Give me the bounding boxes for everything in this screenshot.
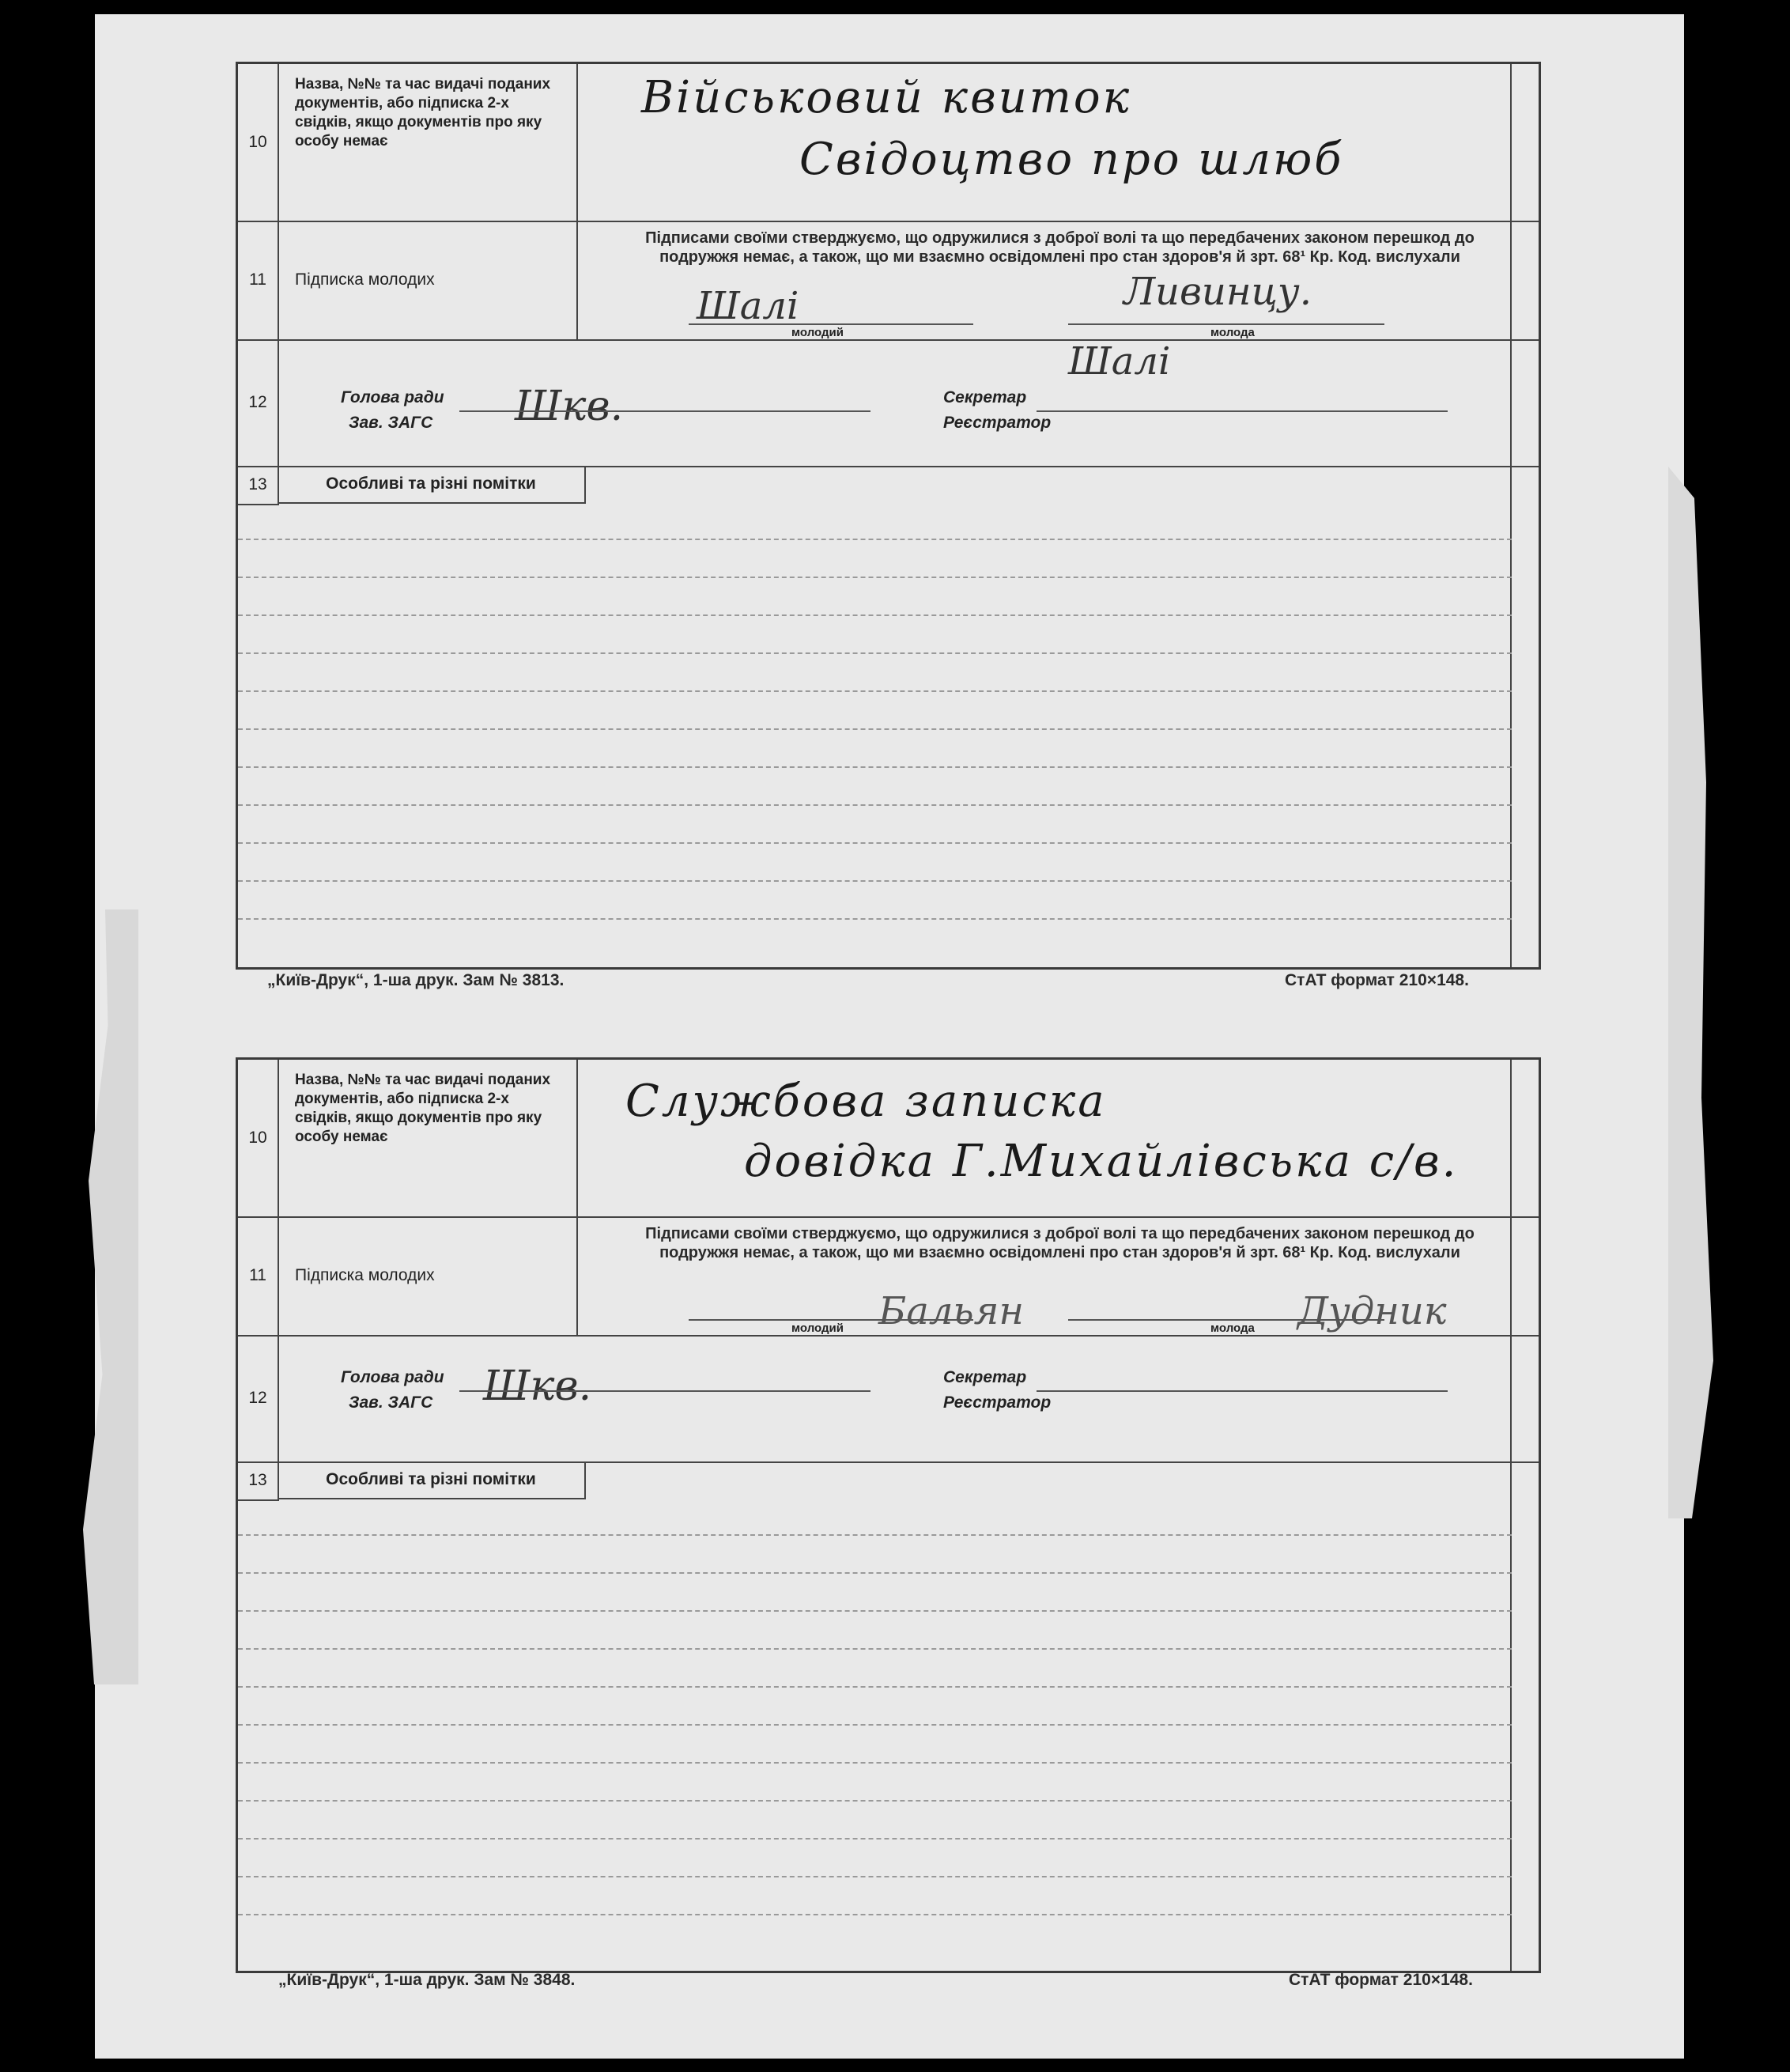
row-number: 10: [238, 1060, 279, 1216]
handwritten-entry-line-1: Військовий квиток: [641, 72, 1132, 123]
registrar-label: Реєстратор: [943, 1393, 1052, 1412]
format-footer: СтАТ формат 210×148.: [1289, 1971, 1473, 1989]
secretary-signature-line: [1037, 1390, 1448, 1392]
ruled-line: [238, 1800, 1512, 1802]
secretary-label: Секретар: [943, 1368, 1027, 1386]
row-label: Підписка молодих: [278, 1216, 578, 1335]
ruled-line: [238, 1686, 1512, 1688]
officials-area: [278, 1335, 1512, 1461]
row-13: [238, 1461, 1539, 1971]
format-footer: СтАТ формат 210×148.: [1285, 971, 1469, 989]
row-label: Особливі та різні помітки: [278, 1461, 586, 1499]
groom-signature: Бальян: [878, 1289, 1024, 1333]
right-margin-strip: [1510, 466, 1539, 967]
row-number: 13: [238, 466, 279, 505]
marriage-pledge-text: Підписами своїми стверджуємо, що одружилися з доброї волі та що передбачених законом перешкод до подружжя немає, а також, що ми взаємно освідомлені про стан здоров'я й зрт. 68¹ Кр. Код. вислухали: [645, 229, 1475, 266]
row-12: [238, 1335, 1539, 1463]
ruled-line: [238, 766, 1512, 768]
bride-label: молода: [1210, 1321, 1255, 1335]
ruled-line: [238, 918, 1512, 920]
right-margin-strip: [1510, 1461, 1539, 1971]
bride-signature-line: [1068, 323, 1384, 325]
marriage-record-form-2: [236, 1057, 1541, 1973]
head-signature: Шкв.: [515, 383, 624, 430]
ruled-line: [238, 539, 1512, 540]
zags-head-label: Зав. ЗАГС: [349, 1393, 433, 1412]
ruled-line: [238, 1914, 1512, 1915]
ruled-line: [238, 614, 1512, 616]
groom-label: молодий: [791, 1321, 844, 1335]
row-content: [578, 64, 1512, 221]
ruled-line: [238, 1534, 1512, 1536]
row-number: 11: [238, 221, 279, 339]
row-number: 12: [238, 1335, 279, 1461]
head-of-council-label: Голова ради: [341, 1368, 444, 1386]
ruled-line: [238, 1648, 1512, 1650]
row-10: [238, 64, 1539, 222]
groom-signature: Шалі: [697, 284, 799, 328]
row-number: 11: [238, 1216, 279, 1335]
ruled-line: [238, 1572, 1512, 1574]
ruled-line: [238, 880, 1512, 882]
row-label: Підписка молодих: [278, 221, 578, 339]
ruled-line: [238, 1724, 1512, 1726]
registrar-signature: Шалі: [1068, 339, 1171, 384]
printer-footer: „Київ-Друк“, 1-ша друк. Зам № 3813.: [267, 971, 565, 989]
bride-signature: Дудник: [1297, 1289, 1447, 1333]
row-label: Назва, №№ та час видачі поданих документів, або підписка 2-х свідків, якщо документів про яку особу немає: [278, 1060, 578, 1216]
row-content: [578, 221, 1512, 339]
head-signature-line: [459, 410, 870, 412]
officials-area: [278, 339, 1512, 466]
groom-label: молодий: [791, 326, 844, 339]
row-11: [238, 221, 1539, 341]
row-number: 13: [238, 1461, 279, 1501]
row-number: 12: [238, 339, 279, 466]
row-13: [238, 466, 1539, 967]
row-12: [238, 339, 1539, 467]
ruled-line: [238, 690, 1512, 692]
ruled-line: [238, 652, 1512, 654]
ruled-line: [238, 728, 1512, 730]
ruled-line: [238, 804, 1512, 806]
ruled-line: [238, 1610, 1512, 1612]
bride-label: молода: [1210, 326, 1255, 339]
handwritten-entry-line-2: довідка Г.Михайлівська с/в.: [744, 1136, 1459, 1187]
marriage-pledge-text: Підписами своїми стверджуємо, що одружилися з доброї волі та що передбачених законом перешкод до подружжя немає, а також, що ми взаємно освідомлені про стан здоров'я й зрт. 68¹ Кр. Код. вислухали: [645, 1225, 1475, 1261]
secretary-label: Секретар: [943, 388, 1027, 406]
head-signature-line: [459, 1390, 870, 1392]
ruled-line: [238, 1876, 1512, 1877]
row-11: [238, 1216, 1539, 1337]
head-signature: Шкв.: [483, 1363, 592, 1410]
handwritten-entry-line-1: Службова записка: [625, 1076, 1107, 1127]
ruled-line: [238, 1762, 1512, 1764]
ruled-line: [238, 842, 1512, 844]
head-of-council-label: Голова ради: [341, 388, 444, 406]
registrar-label: Реєстратор: [943, 414, 1052, 432]
secretary-signature-line: [1037, 410, 1448, 412]
row-content: [578, 1060, 1512, 1216]
torn-edge-left: [83, 909, 138, 1684]
printer-footer: „Київ-Друк“, 1-ша друк. Зам № 3848.: [278, 1971, 576, 1989]
row-label: Особливі та різні помітки: [278, 466, 586, 504]
zags-head-label: Зав. ЗАГС: [349, 414, 433, 432]
marriage-record-form-1: [236, 62, 1541, 970]
bride-signature: Ливинцу.: [1123, 270, 1312, 314]
row-content: [578, 1216, 1512, 1335]
ruled-line: [238, 577, 1512, 578]
handwritten-entry-line-2: Свідоцтво про шлюб: [799, 134, 1344, 185]
row-10: [238, 1060, 1539, 1218]
row-number: 10: [238, 64, 279, 221]
torn-edge-right: [1668, 467, 1716, 1518]
ruled-line: [238, 1838, 1512, 1839]
row-label: Назва, №№ та час видачі поданих документів, або підписка 2-х свідків, якщо документів про яку особу немає: [278, 64, 578, 221]
